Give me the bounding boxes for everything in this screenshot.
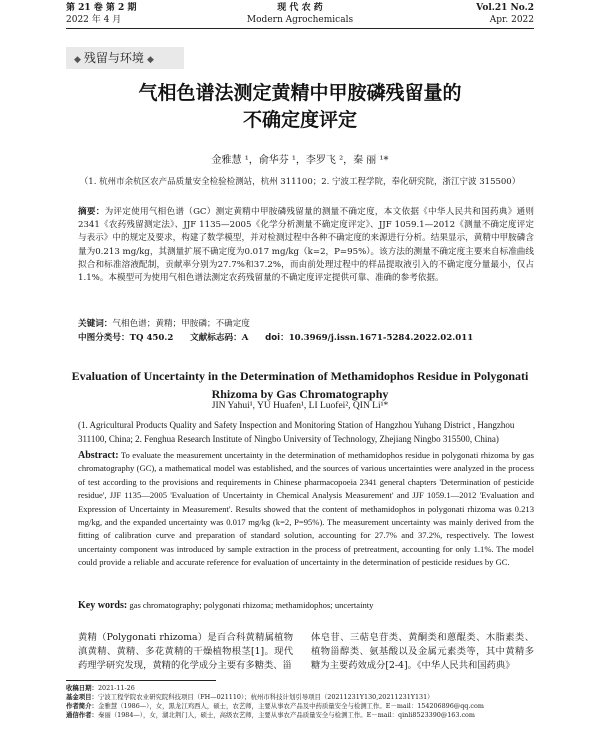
date-zh: 2022 年 4 月 (66, 15, 122, 25)
doc-code-value: A (241, 333, 249, 343)
clc-label: 中图分类号： (78, 333, 130, 343)
title-zh-line-2: 不确定度评定 (242, 109, 357, 131)
title-en-line-1: Evaluation of Uncertainty in the Determination of Methamidophos Residue in Polygonati (71, 369, 529, 383)
keywords-en-label: Key words: (78, 600, 128, 611)
section-tag-label: 残留与环境 (83, 51, 144, 65)
footnote-corresponding (66, 711, 560, 720)
section-tag (66, 47, 184, 69)
date-en: Apr. 2022 (489, 15, 534, 25)
journal-name-en: Modern Agrochemicals (246, 15, 354, 25)
corresponding-value: 秦丽（1984—），女，湖北荆门人，硕士，高级农艺师，主要从事农产品质量安全与检测工作。E－mail：qinli8523390@163.com (97, 711, 475, 719)
author-value: 金雅慧（1986—），女，黑龙江鸡西人，硕士，农艺师，主要从事农产品及中药质量安全与检测工作。E－mail：154206896@qq.com (97, 702, 484, 710)
received-value: 2021-11-26 (97, 684, 135, 692)
keywords-zh-text: 气相色谱；黄精；甲胺磷；不确定度 (112, 319, 250, 329)
volume-issue-en: Vol.21 No.2 (476, 3, 534, 13)
header-rule (66, 28, 534, 29)
keywords-zh (78, 318, 534, 331)
footnote-author (66, 702, 560, 711)
journal-name-zh: 现 代 农 药 (277, 3, 323, 13)
doi-label: doi： (265, 333, 289, 343)
diamond-icon: ◆ (146, 55, 154, 65)
abstract-en-label: Abstract: (78, 450, 119, 461)
document-code (190, 333, 248, 343)
clc-number (78, 333, 173, 343)
doi-value: 10.3969/j.issn.1671-5284.2022.02.011 (288, 333, 474, 343)
affiliation-zh: （1. 杭州市余杭区农产品质量安全检验检测站，杭州 311100；2. 宁波工程学院，奉化研究院，浙江宁波 315500） (79, 177, 521, 187)
abstract-zh-label: 摘要： (78, 207, 105, 217)
footnote-fund (66, 693, 560, 702)
fund-value: 宁波工程学院农业研究院科技项目（FH—021110）；杭州市科技计划引导项目（20211231Y130,20211231Y131） (97, 693, 434, 701)
authors-zh: 金雅慧 ¹，俞华芬 ¹，李罗飞 ²，秦 丽 ¹* (211, 155, 389, 166)
footnote-rule (66, 680, 216, 681)
clc-value: TQ 450.2 (129, 333, 174, 343)
title-zh-line-1: 气相色谱法测定黄精中甲胺磷残留量的 (138, 82, 462, 104)
affiliation-en: (1. Agricultural Products Quality and Safety Inspection and Monitoring Station of Hangzhou Yuhang District , Hangzhou 311100, China; 2. Fenghua Research Institute of Ningbo University of Technology, Zhejiang Ningbo 315500, China) (78, 420, 515, 444)
classification-row (78, 332, 534, 345)
body-column-left: 黄精（Polygonati rhizoma）是百合科黄精属植物滇黄精、黄精、多花黄精的干燥植物根茎[1]。现代药理学研究发现，黄精的化学成分主要有多糖类、甾 (78, 632, 293, 672)
volume-issue-zh: 第 21 卷 第 2 期 (66, 3, 137, 13)
abstract-zh (78, 206, 534, 285)
abstract-en (78, 449, 534, 570)
authors-en: JIN Yahui¹, YU Huafen¹, LI Luofei², QIN Li¹* (211, 401, 389, 411)
title-en-line-2: Rhizoma by Gas Chromatography (211, 387, 389, 401)
keywords-en-text: gas chromatography; polygonati rhizoma; methamidophos; uncertainty (129, 600, 374, 610)
doc-code-label: 文献标志码： (190, 333, 242, 343)
abstract-zh-text: 为评定使用气相色谱（GC）测定黄精中甲胺磷残留量的测量不确定度，本文依据《中华人民共和国药典》通则2341《农药残留测定法》、JJF 1135—2005《化学分析测量不确定度评定》、JJF 1059.1—2012《测量不确定度评定与表示》中的规定及要求，构建了数学模型，并对检测过程中各种不确定度的来源进行分析。结果显示，黄精中甲胺磷含量为0.213 mg/kg，其测量扩展不确定度为0.017 mg/kg（k=2，P=95%）。该方法的测量不确定度主要来自标准曲线拟合和标准溶液配制，贡献率分别为27.7%和37.2%，而由前处理过程中的样品提取液引入的不确定度分量最小，仅占1.1%。本模型可为使用气相色谱法测定农药残留量的不确定度评定提供可靠、准确的参考依据。 (78, 207, 534, 284)
diamond-icon: ◆ (74, 55, 81, 65)
received-label: 收稿日期： (66, 684, 98, 692)
author-label: 作者简介： (66, 702, 98, 710)
article-title-zh (66, 80, 534, 134)
keywords-zh-label: 关键词： (78, 319, 113, 329)
corresponding-label: 通信作者： (66, 711, 98, 719)
footnote-received (66, 684, 560, 693)
fund-label: 基金项目： (66, 693, 98, 701)
body-column-right: 体皂苷、三萜皂苷类、黄酮类和蒽醌类、木脂素类、植物甾醇类、氨基酸以及金属元素类等，其中黄精多糖为主要药效成分[2-4]。《中华人民共和国药典》 (311, 632, 534, 672)
keywords-en (78, 600, 534, 611)
article-title-en (66, 367, 534, 403)
doi (265, 333, 473, 343)
abstract-en-text: To evaluate the measurement uncertainty in the determination of methamidophos residue in polygonati rhizoma by gas chromatography (GC), a mathematical model was established, and the sources of various uncertainties were analyzed in the process of test according to the provisions and requirements in Chinese pharmacopoeia 2341 general chapters 'Determination of pesticide residue', JJF 1135—2005 'Evaluation of Uncertainty in Chemical Analysis Measurement' and JJF 1059.1—2012 'Evaluation and Expression of Uncertainty in Measurement'. Results showed that the content of methamidophos in polygonati rhizoma was 0.213 mg/kg, and the expanded uncertainty was 0.017 mg/kg (k=2, P=95%). The measurement uncertainty was mainly derived from the fitting of calibration curve and preparation of standard solution, accounting for 27.7% and 37.2%, respectively. The lowest uncertainty component was introduced by sample extraction in the process of pretreatment, accounting for only 1.1%. The model could provide a reliable and accurate reference for evaluation of uncertainty in the determination of pesticide residues by GC. (78, 450, 534, 568)
